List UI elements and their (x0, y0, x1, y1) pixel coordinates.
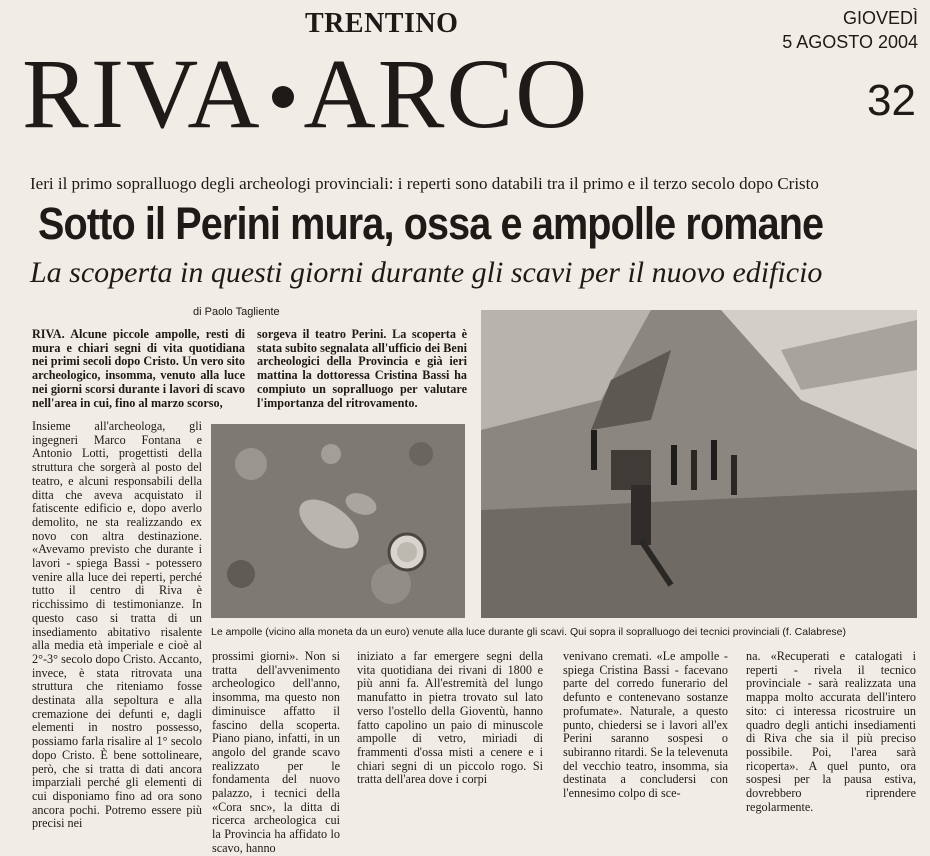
lead-place: RIVA. (32, 327, 65, 341)
lead-text-1: Alcune piccole ampolle, resti di mura e chiari segni di vita quotidiana nei primi secoli dopo Cristo. Un vero sito archeologico, insomma, venuto alla luce nei giorni scorsi durante i lavori di scavo nell'area in cui, fino al marzo scorso, (32, 327, 245, 410)
photo-caption: Le ampolle (vicino alla moneta da un euro) venute alla luce durante gli scavi. Qui sopra il sopralluogo dei tecnici provinciali (f. Calabrese) (211, 626, 847, 638)
lead-column-1 (32, 328, 245, 410)
body-column-5: na. «Recuperati e catalogati i reperti - rivela il tecnico provinciale - sarà realizzata una mappa molto accurata dell'intero sito: ci interessa ricostruire un quadro degli antichi insediamenti di Riva che sia il più preciso possibile. Poi, l'area sarà ricoperta». A quel punto, ora sospesi per la pausa estiva, dovrebbero riprendere regolarmente. (746, 649, 916, 814)
photo-ampoules-coin-drawing (211, 424, 465, 618)
body-column-3: iniziato a far emergere segni della vita quotidiana dei rivani di 1800 e più anni fa. All'estremità del lungo manufatto in pietra trovato sul lato verso l'ostello della Gioventù, hanno fatto capolino un paio di minuscole ampolle di vetro, miriadi di frammenti d'ossa misti a cenere e i chiari segni di un piccolo rogo. Si tratta dell'area dove i corpi (357, 649, 543, 787)
lead-column-2: sorgeva il teatro Perini. La scoperta è stata subito segnalata all'ufficio dei Beni archeologici della Provincia e già ieri mattina la dottoressa Cristina Bassi ha compiuto un sopralluogo per valutare l'importanza del ritrovamento. (257, 327, 467, 410)
section-title: TRENTINO (305, 8, 459, 39)
body-column-2: prossimi giorni». Non si tratta dell'avvenimento archeologico dell'anno, insomma, ma questo non diminuisce affatto il fascino della scoperta. Piano piano, infatti, in un angolo del grande scavo realizzato per le fondamenta del nuovo palazzo, i tecnici della «Cora snc», la ditta di ricerca archeologica cui la Provincia ha affidato lo scavo, hanno (212, 649, 340, 855)
masthead-dot-icon (272, 86, 294, 108)
issue-day: GIOVEDÌ (842, 8, 918, 28)
issue-date: 5 AGOSTO 2004 (782, 32, 918, 52)
masthead-right: ARCO (303, 38, 590, 149)
masthead (22, 38, 590, 149)
article-kicker: Ieri il primo sopralluogo degli archeologi provinciali: i reperti sono databili tra il primo e il terzo secolo dopo Cristo (30, 174, 819, 193)
photo-excavation-site-drawing (481, 310, 917, 618)
photo-ampoules-coin (211, 424, 465, 618)
masthead-left: RIVA (22, 38, 262, 149)
photo-excavation-site (481, 310, 917, 618)
article-subheadline: La scoperta in questi giorni durante gli scavi per il nuovo edificio (30, 256, 823, 289)
article-headline: Sotto il Perini mura, ossa e ampolle romane (38, 198, 824, 249)
body-column-4: venivano cremati. «Le ampolle - spiega Cristina Bassi - facevano parte del corredo funerario del defunto e contenevano sostanze profumate». Naturale, a questo punto, chiedersi se i lavori all'ex Perini saranno sospesi o subiranno ritardi. Se la televenuta del vecchio teatro, insomma, sia destinata a concludersi con l'ennesimo colpo di sce- (563, 649, 728, 801)
body-column-1: Insieme all'archeologa, gli ingegneri Marco Fontana e Antonio Lotti, progettisti della struttura che sorgerà al posto del teatro, e alcuni responsabili della ditta che aveva acquistato il fatiscente edificio e, dopo averlo demolito, ne sta realizzando ex novo con altra destinazione. «Avevamo previsto che durante i lavori - spiega Bassi - potessero venire alla luce dei reperti, perché tutto il centro di Riva è ricchissimo di testimonianze. In questo caso si tratta di un insediamento abitativo risalente alla media età imperiale e cioè al 2°-3° secolo dopo Cristo. Accanto, invece, è stata ritrovata una struttura che riteniamo fosse destinata alla sepoltura e alla cremazione dei defunti e, dagli elementi in nostro possesso, possiamo farla risalire al 1° secolo dopo Cristo. È bene sottolineare, però, che si tratta di dati ancora imparziali perché gli elementi di cui disponiamo fino ad ora sono ancora pochi. Potremo essere più precisi nei (32, 419, 202, 831)
byline: di Paolo Tagliente (193, 306, 280, 318)
page-number: 32 (867, 76, 916, 125)
